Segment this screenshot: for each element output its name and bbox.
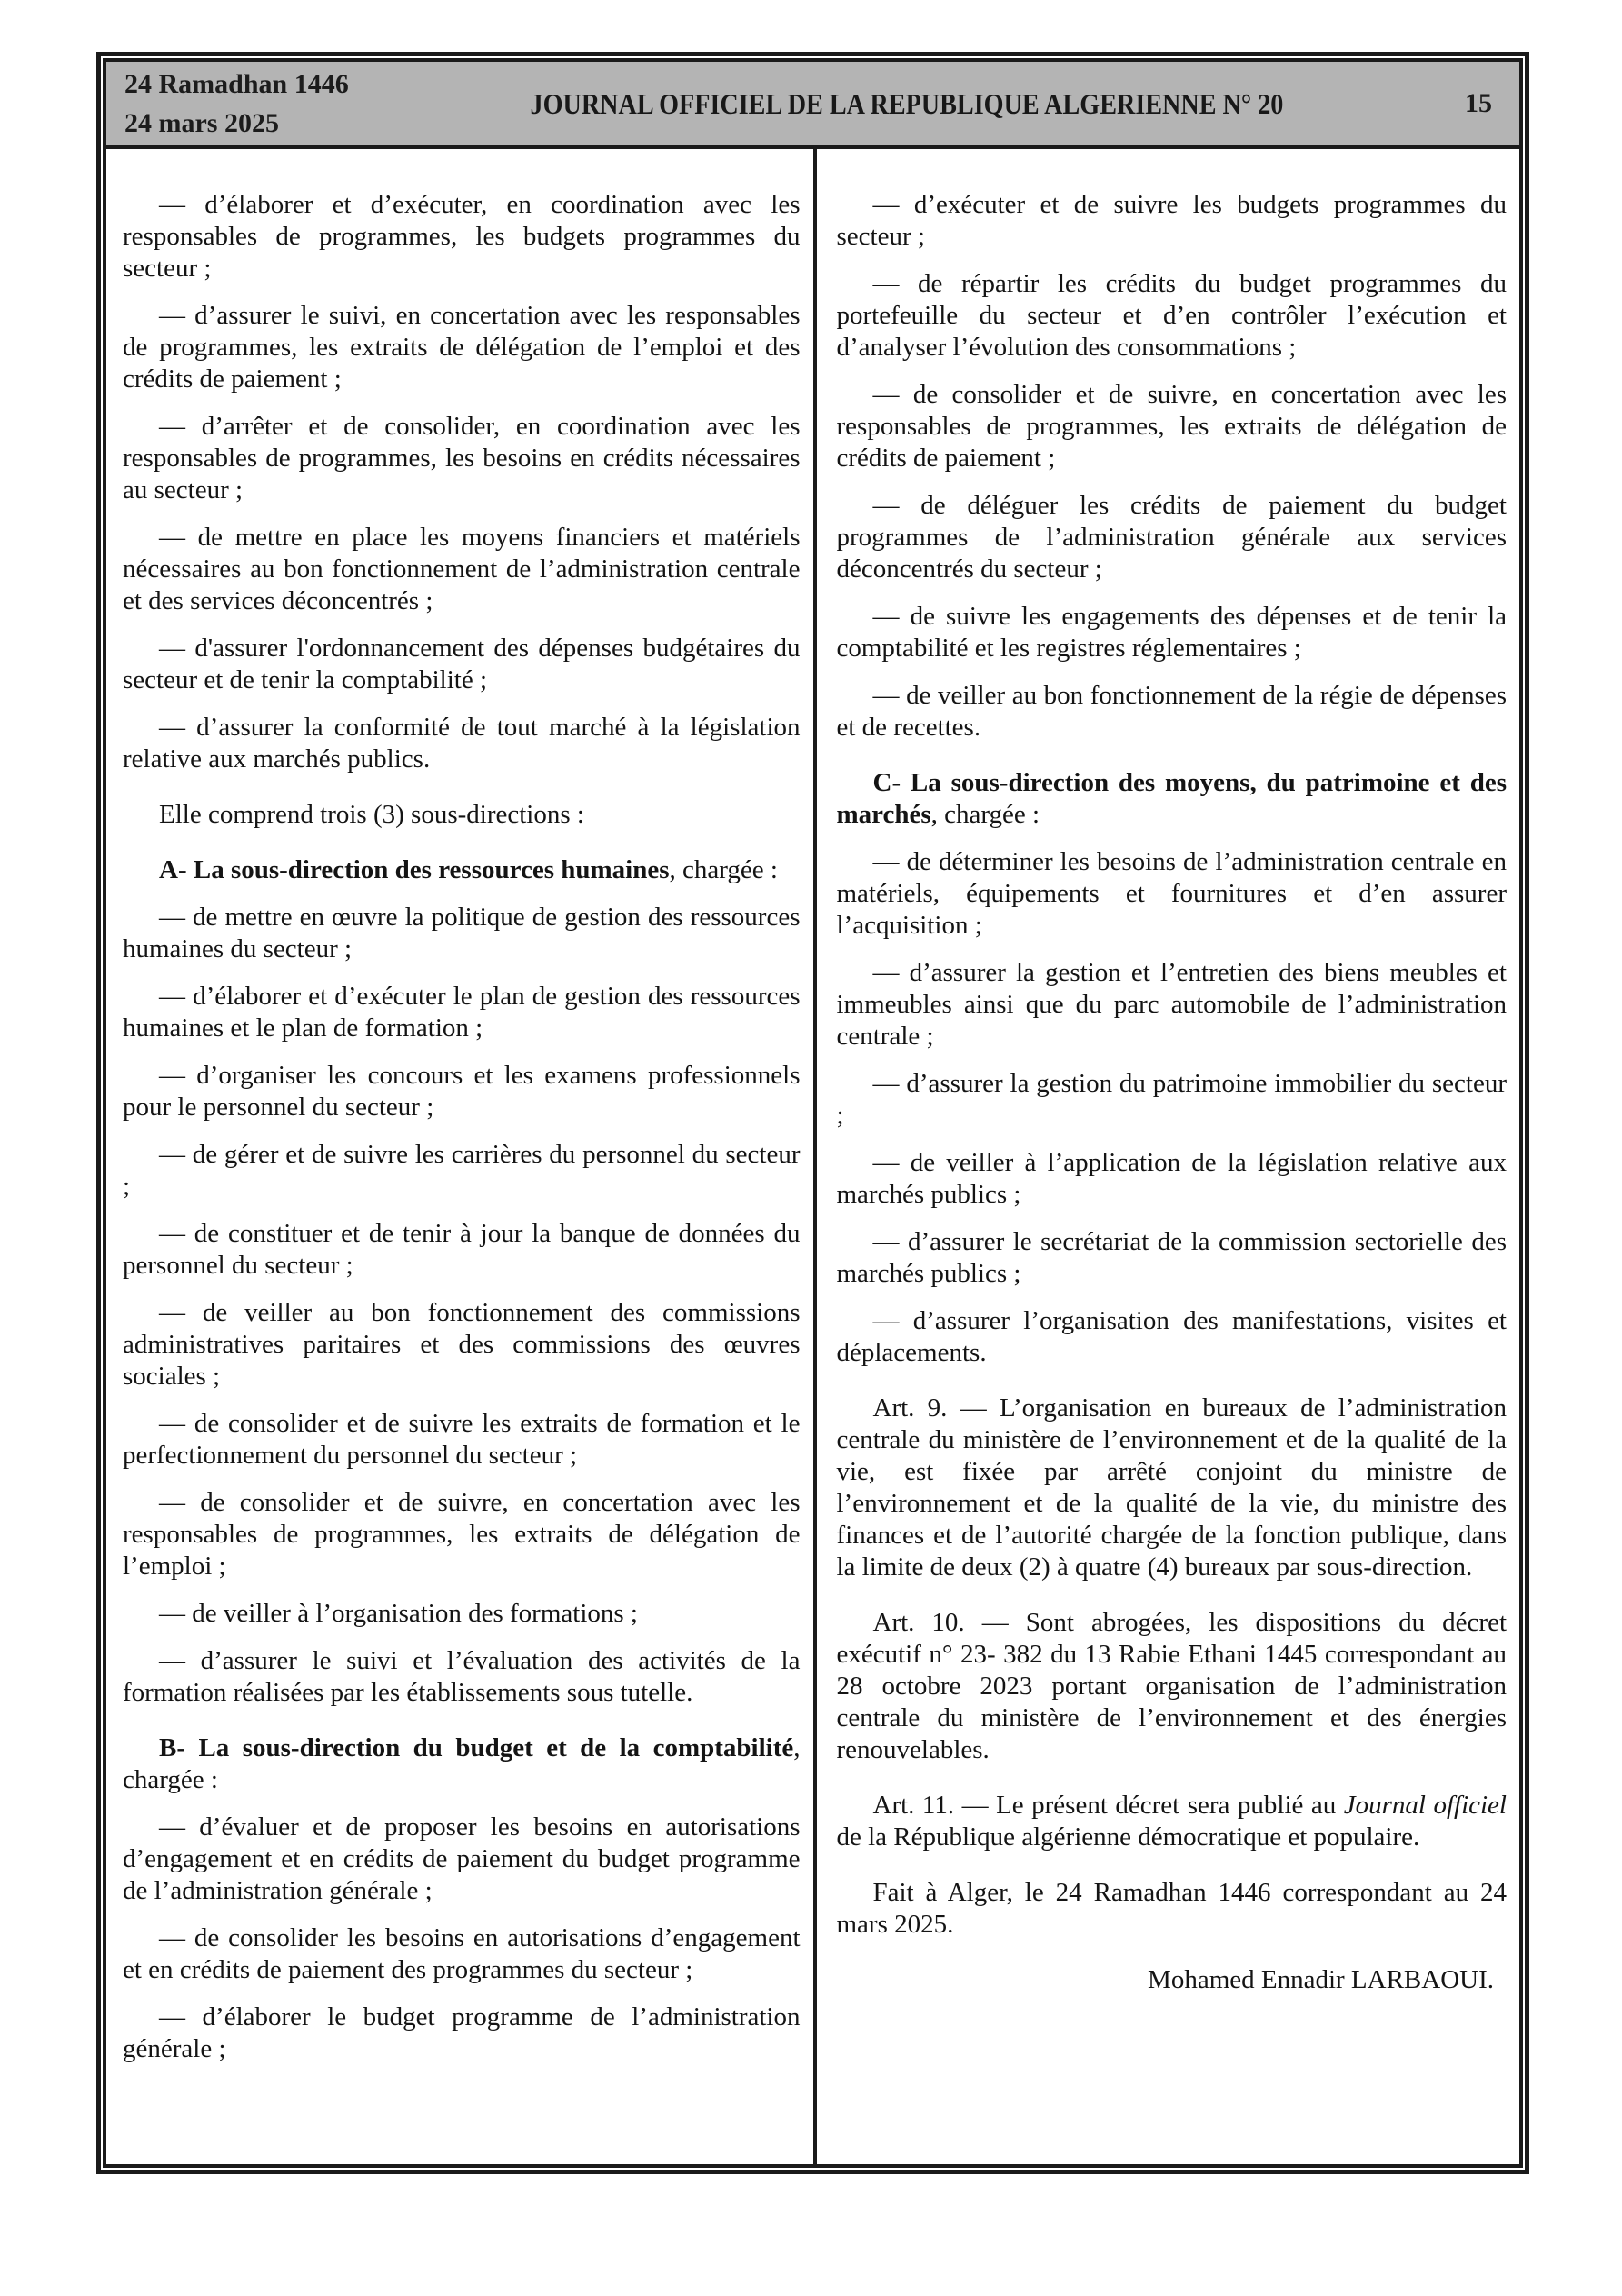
body-text: — d’assurer la conformité de tout marché à la législation relative aux marchés publics.: [123, 713, 801, 774]
body-text: , chargée :: [669, 855, 778, 884]
paragraph: [837, 1790, 1508, 1853]
body-text: — de consolider et de suivre, en concertation avec les responsables de programmes, les extraits de délégation de l’emploi ;: [123, 1488, 801, 1581]
body-text: — de consolider et de suivre les extraits de formation et le perfectionnement du personnel du secteur ;: [123, 1409, 801, 1470]
paragraph: [837, 1068, 1508, 1132]
body-text: Fait à Alger, le 24 Ramadhan 1446 correspondant au 24 mars 2025.: [836, 1878, 1507, 1939]
body-text: — de consolider les besoins en autorisations d’engagement et en crédits de paiement des programmes du secteur ;: [123, 1923, 801, 1984]
paragraph: [123, 1598, 801, 1630]
paragraph: [123, 1922, 801, 1986]
body-text: — de déléguer les crédits de paiement du budget programmes de l’administration générale aux services déconcentrés du secteur ;: [836, 491, 1507, 584]
body-text: — d’assurer le secrétariat de la commission sectorielle des marchés publics ;: [836, 1227, 1507, 1288]
page-frame-inner: [103, 58, 1523, 2168]
right-column: [813, 149, 1520, 2164]
body-text: — de veiller à l’application de la législation relative aux marchés publics ;: [836, 1148, 1507, 1209]
paragraph: [123, 1487, 801, 1582]
paragraph: [837, 1147, 1508, 1211]
body-text: — d’assurer le suivi, en concertation avec les responsables de programmes, les extraits de délégation de l’emploi et des crédits de paiement ;: [123, 301, 801, 394]
body-text: — d’assurer la gestion du patrimoine immobilier du secteur ;: [836, 1069, 1507, 1130]
paragraph: [123, 854, 801, 886]
paragraph: [837, 1226, 1508, 1290]
paragraph: [837, 1877, 1508, 1941]
paragraph: [837, 680, 1508, 744]
paragraph: [837, 1393, 1508, 1583]
page-number: 15: [1465, 88, 1492, 118]
body-text: Journal officiel: [1343, 1791, 1507, 1820]
paragraph: [123, 1060, 801, 1123]
body-text: , chargée :: [123, 1733, 801, 1794]
body-text: — de constituer et de tenir à jour la banque de données du personnel du secteur ;: [123, 1219, 801, 1280]
paragraph: [123, 1645, 801, 1709]
body-text: — d’élaborer et d’exécuter le plan de gestion des ressources humaines et le plan de formation ;: [123, 982, 801, 1043]
header-dates: [106, 65, 349, 143]
paragraph: [123, 2002, 801, 2065]
heading-text: B- La sous-direction du budget et de la comptabilité: [159, 1733, 794, 1762]
paragraph: [123, 1812, 801, 1907]
body-text: Art. 9. — L’organisation en bureaux de l’administration centrale du ministère de l’environnement et de la qualité de la vie, est fixée par arrêté conjoint du ministre de l’environnement et de la qualité de la vie, du ministre des finances et de l’autorité chargée de la fonction publique, dans la limite de deux (2) à quatre (4) bureaux par sous-direction.: [836, 1393, 1507, 1582]
paragraph: [837, 846, 1508, 942]
journal-title-wrap: [349, 87, 1465, 121]
body-text: — de veiller à l’organisation des formations ;: [159, 1599, 638, 1628]
body-text: — de mettre en œuvre la politique de gestion des ressources humaines du secteur ;: [123, 903, 801, 963]
journal-header: [106, 62, 1519, 149]
paragraph: [123, 633, 801, 696]
body-text: — d’organiser les concours et les examens professionnels pour le personnel du secteur ;: [123, 1061, 801, 1122]
paragraph: [123, 1139, 801, 1203]
paragraph: [837, 189, 1508, 253]
paragraph: [123, 189, 801, 285]
body-text: , chargée :: [930, 800, 1040, 829]
paragraph: [837, 1305, 1508, 1369]
page-frame: [96, 52, 1529, 2174]
body-text: Mohamed Ennadir LARBAOUI.: [1148, 1965, 1494, 1994]
paragraph: [123, 1218, 801, 1282]
body-text: — de déterminer les besoins de l’administration centrale en matériels, équipements et fournitures et d’en assurer l’acquisition ;: [836, 847, 1507, 940]
body-text: — de répartir les crédits du budget programmes du portefeuille du secteur et d’en contrôler l’exécution et d’analyser l’évolution des consommations ;: [836, 269, 1507, 362]
body-text: — d’exécuter et de suivre les budgets programmes du secteur ;: [836, 190, 1507, 251]
body-text: — d’élaborer et d’exécuter, en coordination avec les responsables de programmes, les budgets programmes du secteur ;: [123, 190, 801, 283]
body-text: — d’assurer le suivi et l’évaluation des activités de la formation réalisées par les établissements sous tutelle.: [123, 1646, 801, 1707]
body-text: — d’élaborer le budget programme de l’administration générale ;: [123, 2002, 801, 2063]
body-text: — de consolider et de suivre, en concertation avec les responsables de programmes, les extraits de délégation de crédits de paiement ;: [836, 380, 1507, 473]
body-text: — d’assurer la gestion et l’entretien des biens meubles et immeubles ainsi que du parc automobile de l’administration centrale ;: [836, 958, 1507, 1051]
body-text: Art. 11. — Le présent décret sera publié au: [872, 1791, 1344, 1820]
paragraph: [837, 767, 1508, 831]
paragraph: [123, 712, 801, 775]
paragraph: [837, 379, 1508, 474]
paragraph: [837, 957, 1508, 1053]
journal-title: JOURNAL OFFICIEL DE LA REPUBLIQUE ALGERIENNE N° 20: [530, 86, 1284, 120]
body-text: — de mettre en place les moyens financiers et matériels nécessaires au bon fonctionnement de l’administration centrale et des services déconcentrés ;: [123, 523, 801, 615]
body-text: — de suivre les engagements des dépenses et de tenir la comptabilité et les registres réglementaires ;: [836, 602, 1507, 663]
paragraph: [123, 1732, 801, 1796]
paragraph: [123, 799, 801, 831]
heading-text: A- La sous-direction des ressources humaines: [159, 855, 670, 884]
body-text: de la République algérienne démocratique et populaire.: [836, 1822, 1420, 1852]
paragraph: [837, 490, 1508, 585]
paragraph: [123, 522, 801, 617]
header-date-gregorian: 24 mars 2025: [124, 108, 279, 138]
paragraph: [837, 1964, 1508, 1996]
paragraph: [837, 268, 1508, 364]
body-text: — de veiller au bon fonctionnement de la régie de dépenses et de recettes.: [836, 681, 1507, 742]
paragraph: [837, 601, 1508, 664]
paragraph: [837, 1607, 1508, 1766]
heading-text: C- La sous-direction des moyens, du patrimoine et des marchés: [836, 768, 1507, 829]
left-column: [106, 149, 813, 2164]
paragraph: [123, 1297, 801, 1393]
body-text: — d’assurer l’organisation des manifestations, visites et déplacements.: [836, 1306, 1507, 1367]
paragraph: [123, 981, 801, 1044]
body-text: Art. 10. — Sont abrogées, les dispositions du décret exécutif n° 23- 382 du 13 Rabie Ethani 1445 correspondant au 28 octobre 2023 portant organisation de l’administration centrale du ministère de l’environnement et des énergies renouvelables.: [836, 1608, 1507, 1764]
body-text: Elle comprend trois (3) sous-directions :: [159, 800, 584, 829]
document-body: [106, 149, 1519, 2164]
paragraph: [123, 411, 801, 506]
paragraph: [123, 1408, 801, 1472]
body-text: — de veiller au bon fonctionnement des commissions administratives paritaires et des commissions des œuvres sociales ;: [123, 1298, 801, 1391]
body-text: — d'assurer l'ordonnancement des dépenses budgétaires du secteur et de tenir la comptabilité ;: [123, 634, 801, 694]
body-text: — d’arrêter et de consolider, en coordination avec les responsables de programmes, les besoins en crédits nécessaires au secteur ;: [123, 412, 801, 504]
body-text: — de gérer et de suivre les carrières du personnel du secteur ;: [123, 1140, 801, 1201]
header-date-hijri: 24 Ramadhan 1446: [124, 69, 349, 99]
paragraph: [123, 902, 801, 965]
body-text: — d’évaluer et de proposer les besoins en autorisations d’engagement et en crédits de paiement du budget programme de l’administration générale ;: [123, 1812, 801, 1905]
paragraph: [123, 300, 801, 395]
